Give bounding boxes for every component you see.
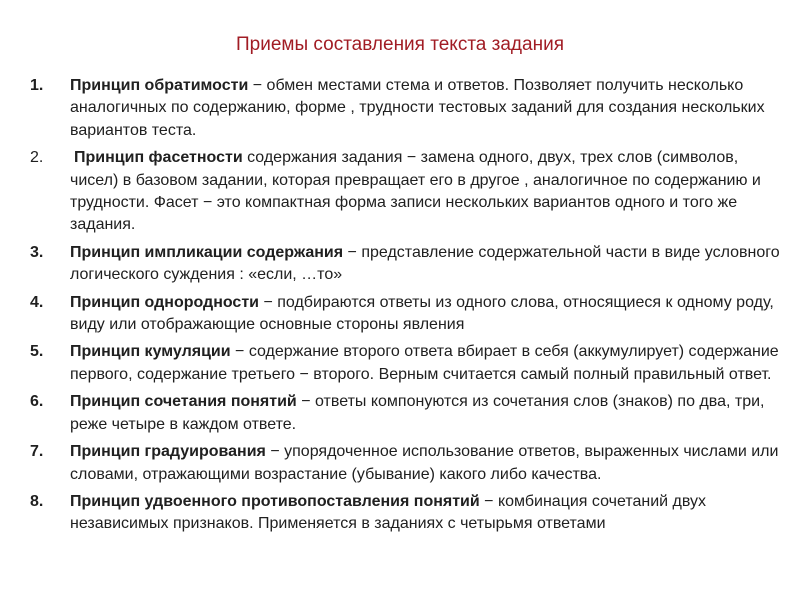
list-item: [30, 147, 780, 237]
item-text: содержания задания − замена одного, двух, трех слов (символов, чисел) в базовом задании, которая превращает его в другое , аналогичное по содержанию и трудности. Фасет − это компактная форма записи нескольких вариантов одного и того же задания.: [70, 149, 761, 234]
slide-title: Приемы составления текста задания: [236, 34, 564, 55]
item-text: − подбираются ответы из одного слова, относящиеся к одному роду, виду или отображающие основные стороны явления: [70, 293, 774, 334]
list-item: [30, 491, 780, 536]
item-term: Принцип однородности: [70, 293, 259, 311]
item-text: − ответы компонуются из сочетания слов (знаков) по два, три, реже четыре в каждом ответе.: [70, 393, 765, 433]
item-number: 5.: [30, 343, 44, 361]
list-item: [30, 341, 780, 386]
item-number: 1.: [30, 77, 44, 94]
principles-list: [30, 75, 780, 541]
item-text: − комбинация сочетаний двух независимых признаков. Применяется в заданиях с четырьмя ответами: [70, 492, 707, 533]
list-item: [30, 391, 780, 436]
item-number: 8.: [30, 492, 44, 510]
list-item: [30, 242, 780, 287]
item-number: 7.: [30, 443, 44, 461]
list-item: [30, 441, 780, 486]
item-term: Принцип градуирования: [70, 443, 266, 461]
item-term: Принцип удвоенного противопоставления понятий: [70, 492, 480, 510]
item-number: 4.: [30, 293, 44, 311]
list-item: [30, 292, 780, 337]
item-number: 6.: [30, 393, 44, 411]
item-text: − представление содержательной части в виде условного логического суждения : «если, …то»: [70, 243, 780, 284]
item-term: Принцип кумуляции: [70, 343, 231, 361]
item-number: 3.: [30, 243, 44, 261]
item-text: − обмен местами стема и ответов. Позволяет получить несколько аналогичных по содержанию, форме , трудности тестовых заданий для создания нескольких вариантов теста.: [70, 77, 765, 139]
item-text: − содержание второго ответа вбирает в себя (аккумулирует) содержание первого, содержание третьего − второго. Верным считается самый полный правильный ответ.: [70, 343, 779, 383]
item-text: − упорядоченное использование ответов, выраженных числами или словами, отражающими возрастание (убывание) какого либо качества.: [70, 443, 779, 483]
item-term: Принцип сочетания понятий: [70, 393, 297, 411]
item-term: Принцип фасетности: [74, 149, 243, 167]
item-number: 2.: [30, 149, 44, 167]
item-term: Принцип импликации содержания: [70, 243, 344, 261]
list-item: [30, 75, 780, 142]
item-term: Принцип обратимости: [70, 77, 249, 94]
